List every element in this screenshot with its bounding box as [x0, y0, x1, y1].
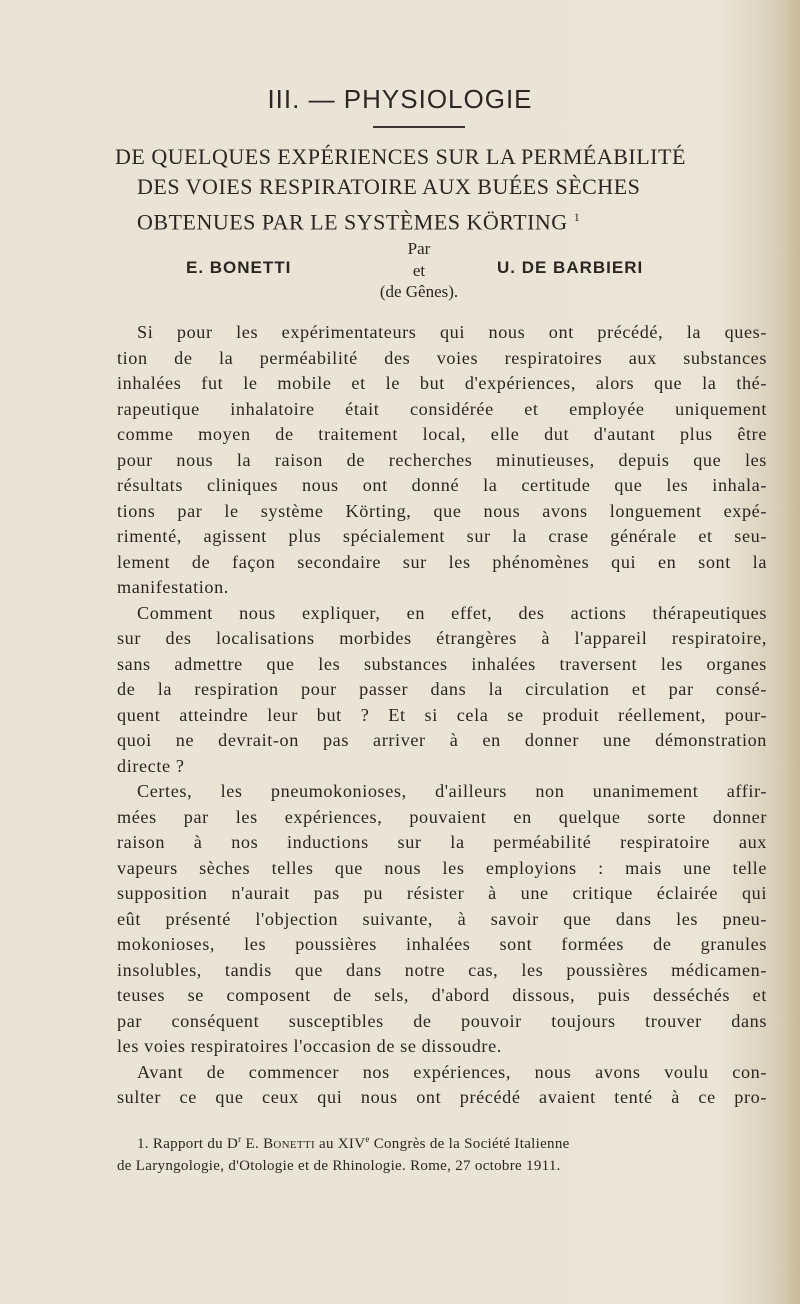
body-line: comme moyen de traitement local, elle dut d'autant plus être — [117, 424, 767, 444]
author-de-barbieri: U. DE BARBIERI — [497, 258, 644, 277]
footnote-author: E. Bonetti — [245, 1136, 315, 1152]
title-rule — [373, 126, 465, 128]
footnote-middle: au XIV — [314, 1136, 366, 1152]
body-line: inhalées fut le mobile et le but d'expériences, alors que la thé- — [117, 373, 767, 393]
body-line: raison à nos inductions sur la perméabilité respiratoire aux — [117, 832, 767, 852]
body-line: tions par le système Körting, que nous avons longuement expé- — [117, 500, 767, 521]
body-line: sur des localisations morbides étrangères à l'appareil respiratoire, — [117, 628, 767, 648]
body-line: sans admettre que les substances inhalées traversent les organes — [117, 653, 767, 674]
body-line: manifestation. — [117, 577, 229, 597]
body-line: supposition n'aurait pas pu résister à une critique éclairée qui — [117, 883, 767, 903]
body-line: par conséquent susceptibles de pouvoir toujours trouver dans — [117, 1010, 767, 1031]
body-line: résultats cliniques nous ont donné la certitude que les inhala- — [117, 475, 767, 495]
footnote-sup-e: e — [365, 1134, 370, 1144]
body-line: mokonioses, les poussières inhalées sont formées de granules — [117, 934, 767, 954]
body-line: insolubles, tandis que dans notre cas, les poussières médicamen- — [117, 959, 767, 980]
footnote-prefix: 1. Rapport du D — [137, 1136, 239, 1152]
body-line: Certes, les pneumokonioses, d'ailleurs non unanimement affir- — [137, 781, 767, 801]
body-line: vapeurs sèches telles que nous les employions : mais une telle — [117, 857, 767, 878]
footnote-mark: 1 — [573, 210, 581, 224]
article-title-line-3 — [117, 202, 767, 237]
body-text — [117, 320, 767, 1111]
body-line: pour nous la raison de recherches minutieuses, depuis que les — [117, 449, 767, 470]
body-line: rimenté, agissent plus spécialement sur la crase générale et seu- — [117, 526, 767, 546]
body-line: Comment nous expliquer, en effet, des actions thérapeutiques — [137, 602, 767, 623]
body-line: lement de façon secondaire sur les phénomènes qui en sont la — [117, 551, 767, 572]
body-line: Si pour les expérimentateurs qui nous ont précédé, la ques- — [137, 322, 767, 342]
body-line: rapeutique inhalatoire était considérée et employée uniquement — [117, 398, 767, 419]
body-line: sulter ce que ceux qui nous ont précédé avaient tenté à ce pro- — [117, 1087, 767, 1107]
body-line: directe ? — [117, 755, 185, 776]
article-title-line-3-text: OBTENUES PAR LE SYSTÈMES KÖRTING — [137, 209, 568, 235]
body-line: quent atteindre leur but ? Et si cela se produit réellement, pour- — [117, 704, 767, 725]
byline-par: Par — [407, 239, 431, 258]
footnote-line-2: de Laryngologie, d'Otologie et de Rhinologie. Rome, 27 octobre 1911. — [117, 1158, 561, 1174]
section-title: III. — PHYSIOLOGIE — [267, 84, 533, 114]
author-bonetti: E. BONETTI — [186, 258, 292, 277]
footnote — [117, 1128, 767, 1177]
body-line: mées par les expériences, pouvaient en quelque sorte donner — [117, 806, 767, 827]
article-title-line-2: DES VOIES RESPIRATOIRE AUX BUÉES SÈCHES — [137, 174, 641, 199]
byline-et: et — [412, 261, 426, 280]
body-line: tion de la perméabilité des voies respiratoires aux substances — [117, 347, 767, 368]
article-title — [117, 142, 767, 237]
body-line: quoi ne devrait-on pas arriver à en donner une démonstration — [117, 730, 767, 750]
footnote-rest: Congrès de la Société Italienne — [369, 1136, 570, 1152]
body-line: eût présenté l'objection suivante, à savoir que dans les pneu- — [117, 908, 767, 929]
footnote-line-1 — [117, 1128, 767, 1155]
article-title-line-1: DE QUELQUES EXPÉRIENCES SUR LA PERMÉABILITÉ — [115, 144, 686, 169]
body-line: de la respiration pour passer dans la circulation et par consé- — [117, 679, 767, 699]
body-line: teuses se composent de sels, d'abord dissous, puis desséchés et — [117, 985, 767, 1005]
footnote-sup-dr: r — [238, 1134, 242, 1144]
body-line: Avant de commencer nos expériences, nous avons voulu con- — [137, 1061, 767, 1082]
body-line: les voies respiratoires l'occasion de se dissoudre. — [117, 1036, 502, 1056]
affiliation: (de Gênes). — [379, 282, 459, 301]
